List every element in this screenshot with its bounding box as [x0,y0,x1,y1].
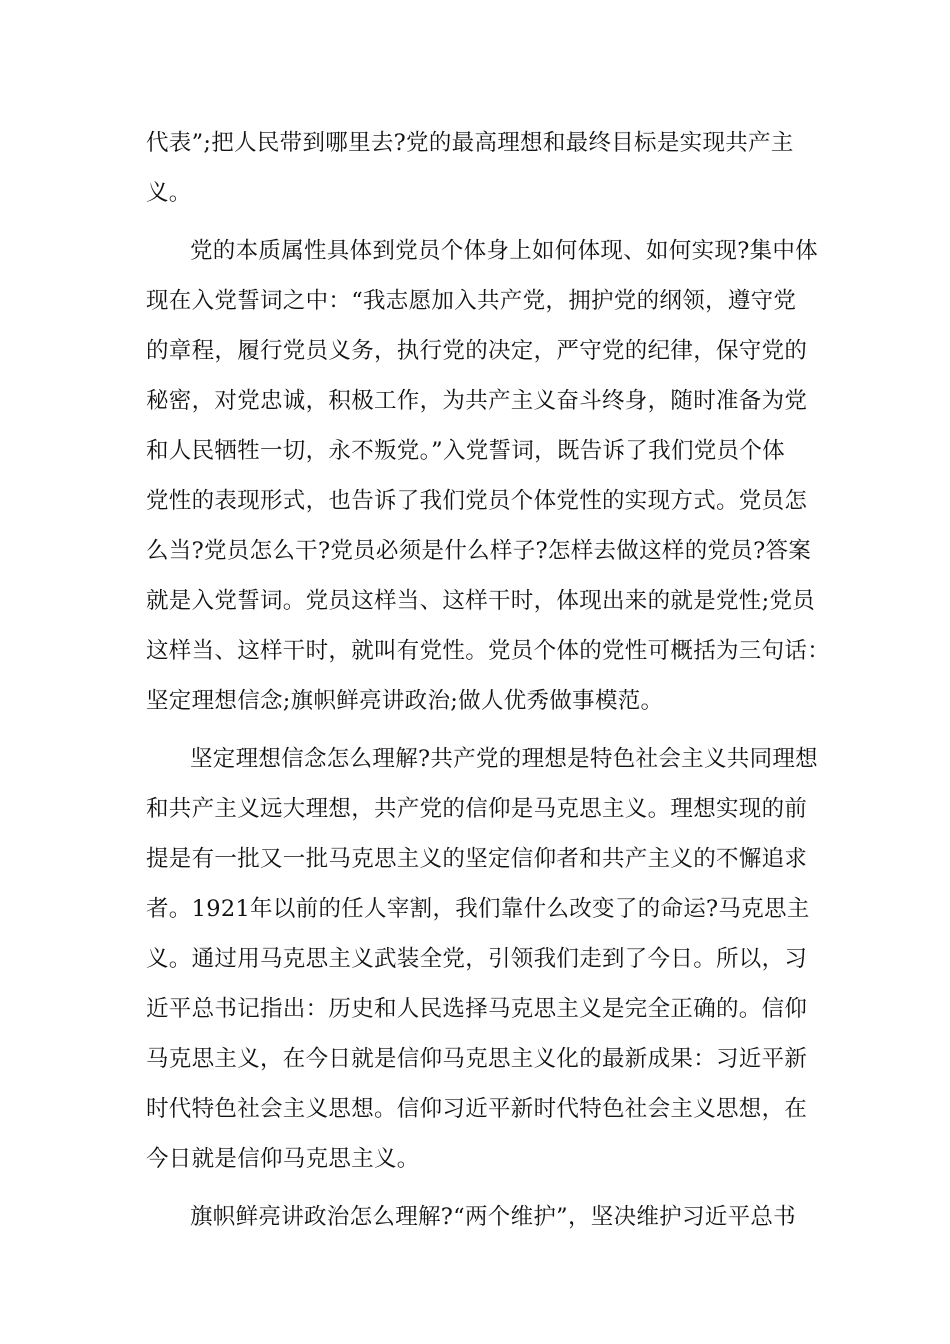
paragraph-first-line: 党的本质属性具体到党员个体身上如何体现、如何实现?集中体 [190,238,818,264]
text-line: 代表”;把人民带到哪里去?党的最高理想和最终目标是实现共产主 [146,130,794,156]
text-line: 义。通过用马克思主义武装全党，引领我们走到了今日。所以，习 [146,946,808,972]
text-line: 提是有一批又一批马克思主义的坚定信仰者和共产主义的不懈追求 [146,846,808,872]
paragraph-first-line: 旗帜鲜亮讲政治怎么理解?“两个维护”，坚决维护习近平总书 [190,1204,796,1230]
text-line: 就是入党誓词。党员这样当、这样干时，体现出来的就是党性;党员 [146,588,816,614]
text-line: 近平总书记指出：历史和人民选择马克思主义是完全正确的。信仰 [146,996,808,1022]
text-line: 义。 [146,180,192,206]
text-line: 么当?党员怎么干?党员必须是什么样子?怎样去做这样的党员?答案 [146,538,812,564]
text-line: 者。1921年以前的任人宰割，我们靠什么改变了的命运?马克思主 [146,896,810,922]
text-line: 这样当、这样干时，就叫有党性。党员个体的党性可概括为三句话： [146,638,831,664]
paragraph-first-line: 坚定理想信念怎么理解?共产党的理想是特色社会主义共同理想 [190,746,818,772]
text-line: 现在入党誓词之中：“我志愿加入共产党，拥护党的纲领，遵守党 [146,288,797,314]
text-line: 的章程，履行党员义务，执行党的决定，严守党的纪律，保守党的 [146,338,808,364]
text-line: 坚定理想信念;旗帜鲜亮讲政治;做人优秀做事模范。 [146,688,664,714]
text-line: 时代特色社会主义思想。信仰习近平新时代特色社会主义思想，在 [146,1096,808,1122]
text-line: 和人民牺牲一切，永不叛党。”入党誓词，既告诉了我们党员个体 [146,438,785,464]
text-line: 马克思主义，在今日就是信仰马克思主义化的最新成果：习近平新 [146,1046,808,1072]
text-line: 秘密，对党忠诚，积极工作，为共产主义奋斗终身，随时准备为党 [146,388,808,414]
text-line: 和共产主义远大理想，共产党的信仰是马克思主义。理想实现的前 [146,796,808,822]
text-line: 党性的表现形式，也告诉了我们党员个体党性的实现方式。党员怎 [146,488,808,514]
text-line: 今日就是信仰马克思主义。 [146,1146,420,1172]
